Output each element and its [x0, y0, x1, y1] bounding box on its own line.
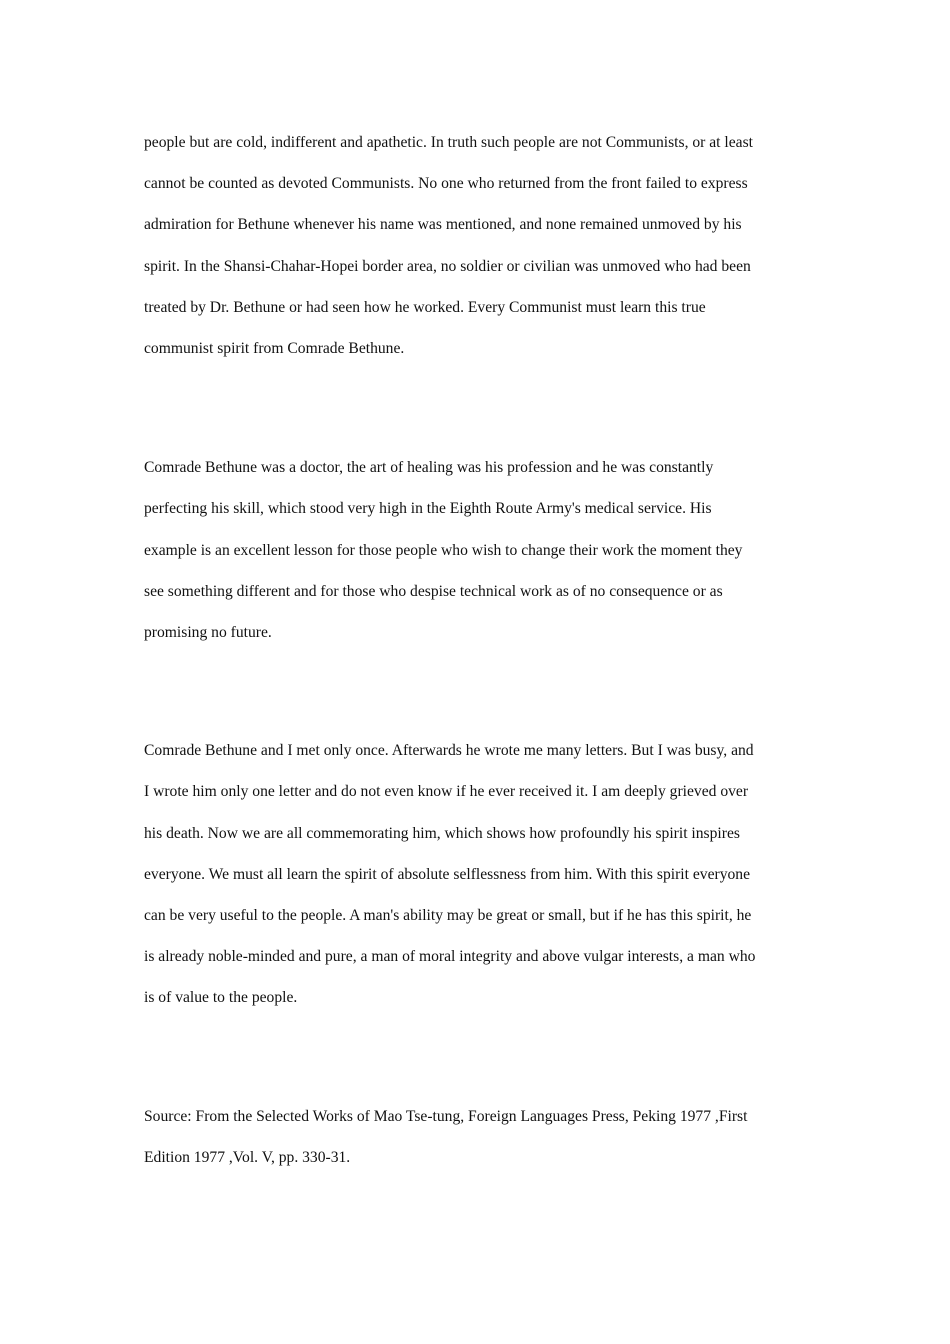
paragraph-line: promising no future. — [144, 624, 272, 642]
source-citation — [144, 1096, 806, 1178]
paragraph-line: treated by Dr. Bethune or had seen how he worked. Every Communist must learn this true — [144, 298, 706, 316]
paragraph-line: perfecting his skill, which stood very high in the Eighth Route Army's medical service. His — [144, 500, 712, 518]
paragraph-1 — [144, 122, 806, 369]
paragraph-line: communist spirit from Comrade Bethune. — [144, 340, 405, 358]
paragraph-line: his death. Now we are all commemorating him, which shows how profoundly his spirit inspires — [144, 824, 740, 842]
paragraph-line: is already noble-minded and pure, a man of moral integrity and above vulgar interests, a man who — [144, 948, 756, 966]
paragraph-spacer — [144, 653, 806, 730]
paragraph-line: spirit. In the Shansi-Chahar-Hopei border area, no soldier or civilian was unmoved who had been — [144, 257, 751, 275]
citation-line: Edition 1977 ,Vol. V, pp. 330-31. — [144, 1148, 351, 1166]
paragraph-spacer — [144, 369, 806, 447]
paragraph-line: can be very useful to the people. A man's ability may be great or small, but if he has this spirit, he — [144, 907, 752, 925]
document-body — [144, 122, 806, 1178]
citation-line: Source: From the Selected Works of Mao Tse-tung, Foreign Languages Press, Peking 1977 ,First — [144, 1107, 748, 1125]
paragraph-line: example is an excellent lesson for those people who wish to change their work the moment they — [144, 541, 743, 559]
paragraph-line: people but are cold, indifferent and apathetic. In truth such people are not Communists, or at least — [144, 134, 753, 151]
paragraph-line: see something different and for those who despise technical work as of no consequence or as — [144, 582, 723, 600]
paragraph-spacer — [144, 1019, 806, 1096]
paragraph-line: is of value to the people. — [144, 989, 298, 1007]
paragraph-3 — [144, 730, 806, 1018]
paragraph-line: admiration for Bethune whenever his name was mentioned, and none remained unmoved by his — [144, 216, 742, 234]
paragraph-line: Comrade Bethune and I met only once. Afterwards he wrote me many letters. But I was busy, and — [144, 742, 754, 760]
paragraph-line: cannot be counted as devoted Communists. No one who returned from the front failed to express — [144, 175, 748, 193]
paragraph-line: everyone. We must all learn the spirit of absolute selflessness from him. With this spirit everyone — [144, 865, 751, 883]
paragraph-2 — [144, 447, 806, 653]
paragraph-line: Comrade Bethune was a doctor, the art of healing was his profession and he was constantly — [144, 459, 714, 477]
paragraph-line: I wrote him only one letter and do not even know if he ever received it. I am deeply grieved over — [144, 783, 749, 801]
